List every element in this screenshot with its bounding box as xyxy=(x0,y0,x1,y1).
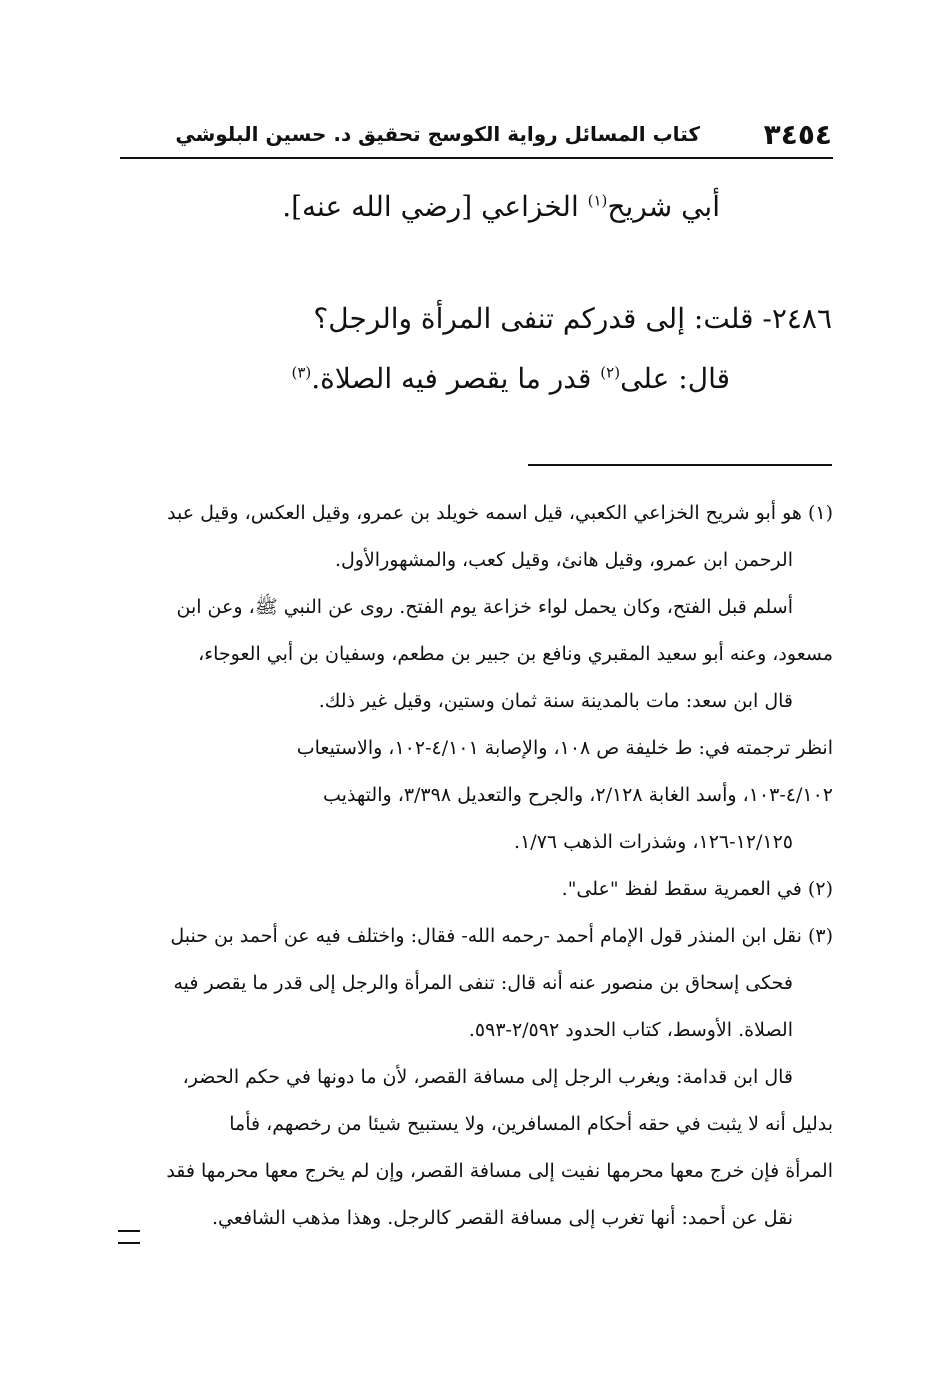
footnote-line: مسعود، وعنه أبو سعيد المقبري ونافع بن جبير بن مطعم، وسفيان بن أبي العوجاء، xyxy=(198,643,833,665)
running-title: كتاب المسائل رواية الكوسج تحقيق د. حسين البلوشي xyxy=(175,122,700,146)
footnote-ref-2: (٢) xyxy=(600,363,621,382)
footnote-line: انظر ترجمته في: ط خليفة ص ١٠٨، والإصابة ٤/١٠١-١٠٢، والاستيعاب xyxy=(296,737,833,759)
footnote-line: ١٢/١٢٥-١٢٦، وشذرات الذهب ١/٧٦. xyxy=(514,831,793,853)
footnote-line: الصلاة. الأوسط، كتاب الحدود ٢/٥٩٢-٥٩٣. xyxy=(468,1019,793,1041)
question-line: ٢٤٨٦- قلت: إلى قدركم تنفى المرأة والرجل؟ xyxy=(313,302,832,335)
footnote-line: بدليل أنه لا يثبت في حقه أحكام المسافرين، ولا يستبيح شيئا من رخصهم، فأما xyxy=(229,1113,833,1135)
footnote-line: قال ابن قدامة: ويغرب الرجل إلى مسافة القصر، لأن ما دونها في حكم الحضر، xyxy=(182,1066,793,1088)
footnote-line: فحكى إسحاق بن منصور عنه أنه قال: تنفى المرأة والرجل إلى قدر ما يقصر فيه xyxy=(173,972,793,994)
footnote-line: المرأة فإن خرج معها محرمها نفيت إلى مسافة القصر، وإن لم يخرج معها محرمها فقد xyxy=(166,1160,833,1182)
answer-line xyxy=(291,362,730,395)
main-line-1-rest: الخزاعي [رضي الله عنه]. xyxy=(282,190,588,223)
footnote-line: (٢) في العمرية سقط لفظ "على". xyxy=(561,878,833,900)
footnotes xyxy=(120,490,833,1242)
main-line-1-text: أبي شريح xyxy=(607,190,720,223)
page-header xyxy=(120,112,832,160)
footnote-separator xyxy=(528,464,832,466)
answer-text: قال: على xyxy=(620,362,730,395)
footnote-line: أسلم قبل الفتح، وكان يحمل لواء خزاعة يوم الفتح. روى عن النبي ﷺ، وعن ابن xyxy=(176,596,793,618)
footnote-ref-1: (١) xyxy=(587,191,608,210)
answer-rest: قدر ما يقصر فيه الصلاة. xyxy=(311,362,601,395)
main-line-1 xyxy=(282,190,720,223)
footnote-line: الرحمن ابن عمرو، وقيل هانئ، وقيل كعب، والمشهورالأول. xyxy=(334,549,793,571)
header-rule xyxy=(120,157,833,159)
page-number: ٣٤٥٤ xyxy=(763,118,832,151)
footnote-line: نقل عن أحمد: أنها تغرب إلى مسافة القصر كالرجل. وهذا مذهب الشافعي. xyxy=(211,1207,793,1229)
footnote-line: ٤/١٠٢-١٠٣، وأسد الغابة ٢/١٢٨، والجرح والتعديل ٣/٣٩٨، والتهذيب xyxy=(323,784,833,806)
continuation-mark xyxy=(118,1230,140,1244)
footnote-ref-3: (٣) xyxy=(291,363,312,382)
footnote-line: (١) هو أبو شريح الخزاعي الكعبي، قيل اسمه خويلد بن عمرو، وقيل العكس، وقيل عبد xyxy=(167,502,833,524)
footnote-line: (٣) نقل ابن المنذر قول الإمام أحمد -رحمه الله- فقال: واختلف فيه عن أحمد بن حنبل xyxy=(170,925,833,947)
footnote-line: قال ابن سعد: مات بالمدينة سنة ثمان وستين، وقيل غير ذلك. xyxy=(318,690,793,712)
